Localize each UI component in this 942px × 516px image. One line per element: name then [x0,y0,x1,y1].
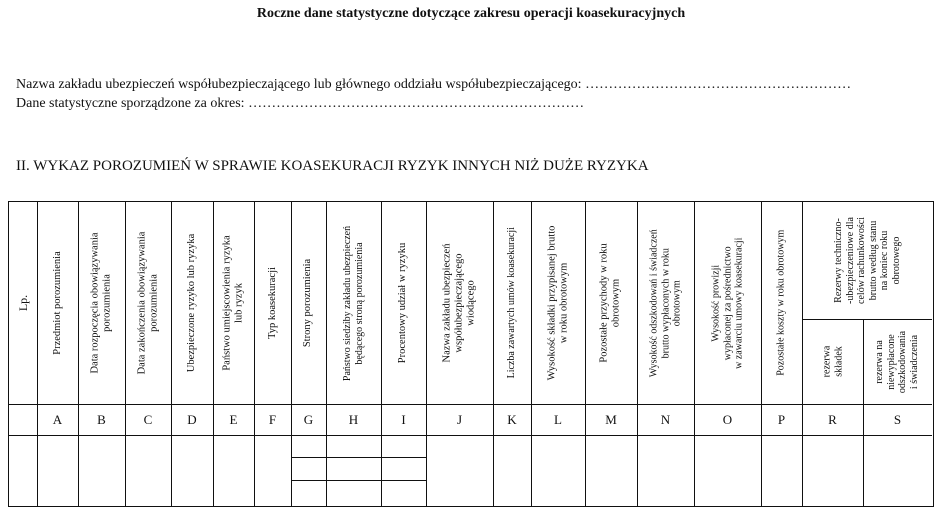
document-title: Roczne dane statystyczne dotyczące zakresu operacji koasekuracyjnych [256,6,686,21]
header-reserves-group [802,202,932,319]
header-col-m-label: Pozostałe przychody w roku obrotowym [599,243,623,363]
header-col-i [381,202,426,404]
header-col-r-label: rezerwa składek [820,345,844,378]
header-col-d-label: Ubezpieczone ryzyko lub ryzyka [186,233,198,373]
letter-b: B [97,411,106,427]
header-col-c-label: Data zakończenia obowiązywania porozumienia [136,231,159,375]
header-reserves-group-label: Rezerwy techniczno- -ubezpieczeniowe dla celów rachunkowości brutto według stanu na koniec roku obrotowego [832,217,901,304]
header-col-o-label: Wysokość prowizji wypłaconej za pośrednictwo w zawarciu umowy koasekuracji [710,237,745,369]
header-col-k-label: Liczba zawartych umów koasekuracji [506,227,518,379]
header-col-a-label: Przedmiot porozumienia [51,251,63,355]
header-col-i-label: Procentowy udział w ryzyku [397,242,409,364]
header-col-p-label: Pozostałe koszty w roku obrotowym [775,229,787,377]
letter-e: E [229,411,238,427]
letter-m: M [605,411,617,427]
letter-i: I [401,411,406,427]
header-col-p [761,202,802,404]
header-lp [9,202,37,404]
header-col-b-label: Data rozpoczęcia obowiązywania porozumienia [89,232,113,374]
letter-o: O [722,411,733,427]
header-col-l-label: Wysokość składki przypisanej brutto w roku obrotowym [546,225,569,381]
letter-s: S [893,411,902,427]
header-col-c [125,202,171,404]
header-col-f [254,202,291,404]
letter-g: G [303,411,314,427]
body-subrow-line-1 [291,457,426,458]
header-col-o [694,202,761,404]
header-col-e-label: Państwo umiejscowienia ryzyka lub ryzyk [221,235,245,371]
header-col-h [326,202,381,404]
header-col-e [213,202,254,404]
header-col-d [171,202,213,404]
header-col-n [637,202,694,404]
header-col-f-label: Typ koasekuracji [266,267,278,339]
header-col-b [78,202,125,404]
letter-a: A [52,411,63,427]
header-col-a [37,202,78,404]
header-col-m [585,202,637,404]
letter-k: K [507,411,517,427]
header-col-n-label: Wysokość odszkodowań i świadczeń brutto wypłaconych w roku obrotowym [648,229,683,377]
header-col-k [493,202,531,404]
insurer-name-line: Nazwa zakładu ubezpieczeń współubezpieczającego lub głównego oddziału współubezpieczającego: ………………………………………………… [16,77,852,92]
letter-c: C [143,411,153,427]
letter-h: H [348,411,359,427]
letter-row-bottom-line [9,435,932,436]
section-heading: II. WYKAZ POROZUMIEŃ W SPRAWIE KOASEKURACJI RYZYK INNYCH NIŻ DUŻE RYZYKA [16,158,649,174]
letter-r: R [828,411,837,427]
header-col-h-label: Państwo siedziby zakładu ubezpieczeń będącego stroną porozumienia [342,225,365,381]
header-col-s [863,319,932,404]
header-col-g-label: Strony porozumienia [302,258,314,348]
header-col-g [291,202,326,404]
header-lp-label: Lp. [16,294,30,312]
period-line: Dane statystyczne sporządzone za okres: ……………………………………………………………… [16,96,585,111]
letter-p: P [777,411,786,427]
letter-n: N [660,411,671,427]
letter-f: F [268,411,277,427]
letter-l: L [554,411,562,427]
header-col-j-label: Nazwa zakładu ubezpieczeń współubezpieczającego wiodącego [441,243,477,363]
header-col-r [802,319,863,404]
letter-d: D [187,411,197,427]
coinsurance-table [8,201,934,507]
body-subrow-line-2 [291,480,426,481]
header-col-j [426,202,493,404]
header-col-l [531,202,585,404]
letter-j: J [456,411,463,427]
header-col-s-label: rezerwa na niewypłacone odszkodowania i świadczenia [874,330,920,393]
